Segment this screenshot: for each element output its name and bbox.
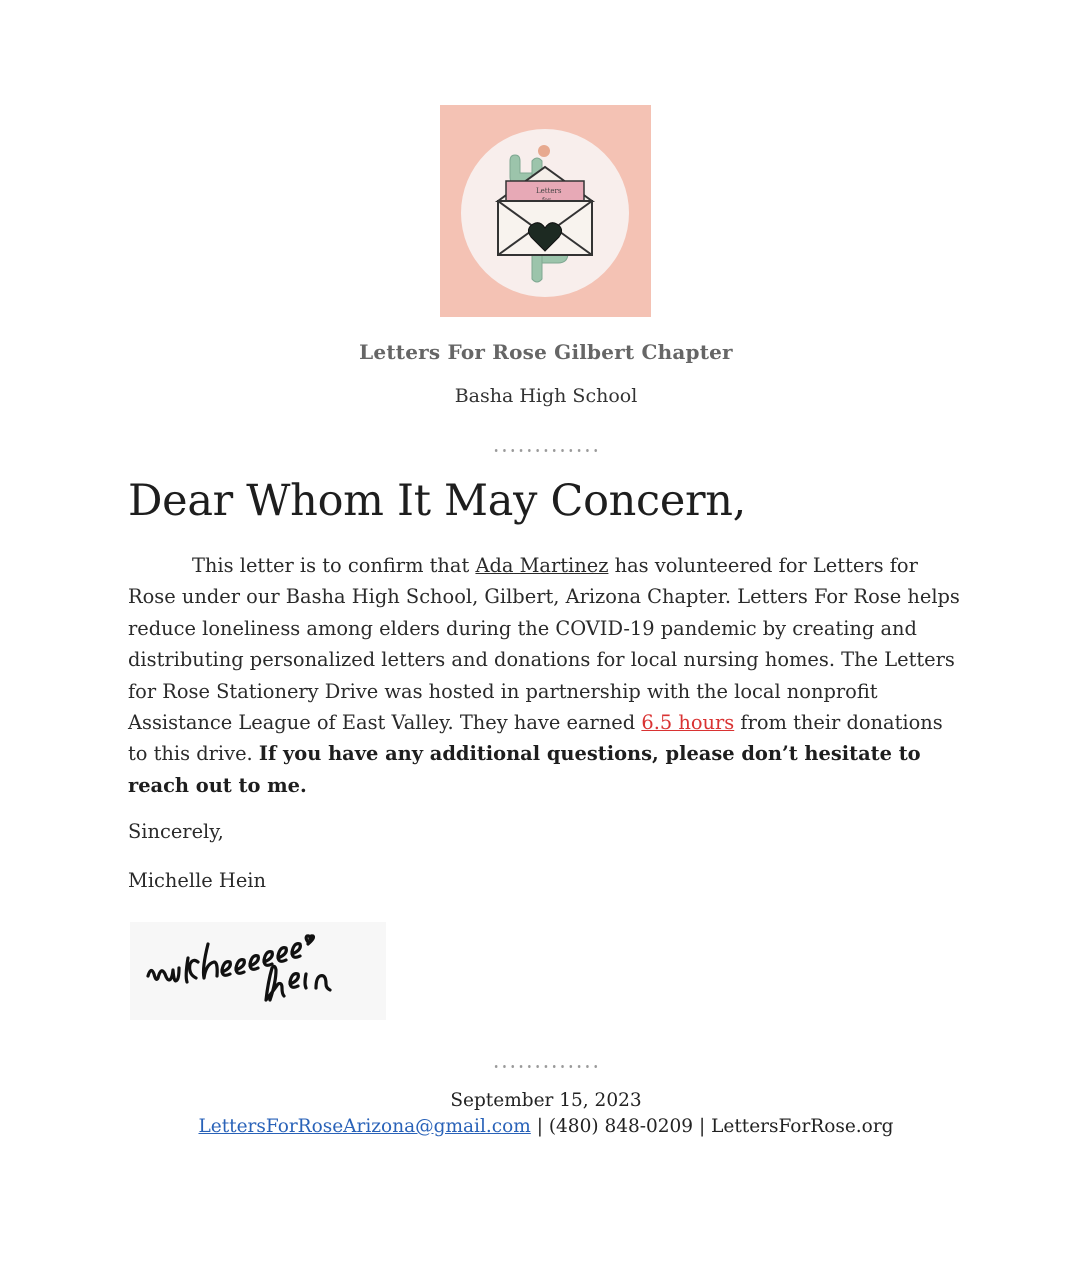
letter-date: September 15, 2023: [450, 1090, 642, 1111]
separator: |: [693, 1116, 712, 1137]
signer-name: Michelle Hein: [128, 869, 266, 892]
signature-text: Michelle Hein: [130, 922, 138, 923]
body-part-2: has volunteered for Letters for Rose under our Basha High School, Gilbert, Arizona Chapter. Letters For Rose helps reduce loneliness among elders during the COVID-19 pandemic by creating and distributing personalized letters and donations for local nursing homes. The Letters for Rose Stationery Drive was hosted in partnership with the local nonprofit Assistance League of East Valley. They have earned: [128, 554, 960, 735]
phone-number: (480) 848-0209: [548, 1116, 694, 1137]
body-part-3: from their donations to this drive.: [128, 711, 943, 766]
closing: Sincerely,: [128, 820, 224, 843]
volunteer-hours: 6.5 hours: [641, 711, 735, 735]
letters-for-rose-logo: [440, 105, 651, 317]
dotted-divider: [492, 1065, 600, 1068]
dotted-divider: [492, 449, 600, 452]
salutation: Dear Whom It May Concern,: [128, 476, 746, 526]
contact-line: [0, 1116, 1092, 1137]
chapter-title: Letters For Rose Gilbert Chapter: [359, 340, 733, 364]
school-name: Basha High School: [454, 385, 638, 407]
handwritten-signature: [130, 922, 386, 1020]
letter-body: [128, 550, 968, 801]
body-bold-closing: If you have any additional questions, please don’t hesitate to reach out to me.: [128, 742, 921, 797]
email-link[interactable]: LettersForRoseArizona@gmail.com: [198, 1116, 531, 1137]
website-text: LettersForRose.org: [711, 1116, 894, 1137]
body-part-1: This letter is to confirm that: [192, 554, 476, 577]
separator: |: [530, 1116, 549, 1137]
volunteer-name: Ada Martinez: [475, 554, 609, 577]
logo-card-text-1: Letters: [536, 187, 562, 195]
